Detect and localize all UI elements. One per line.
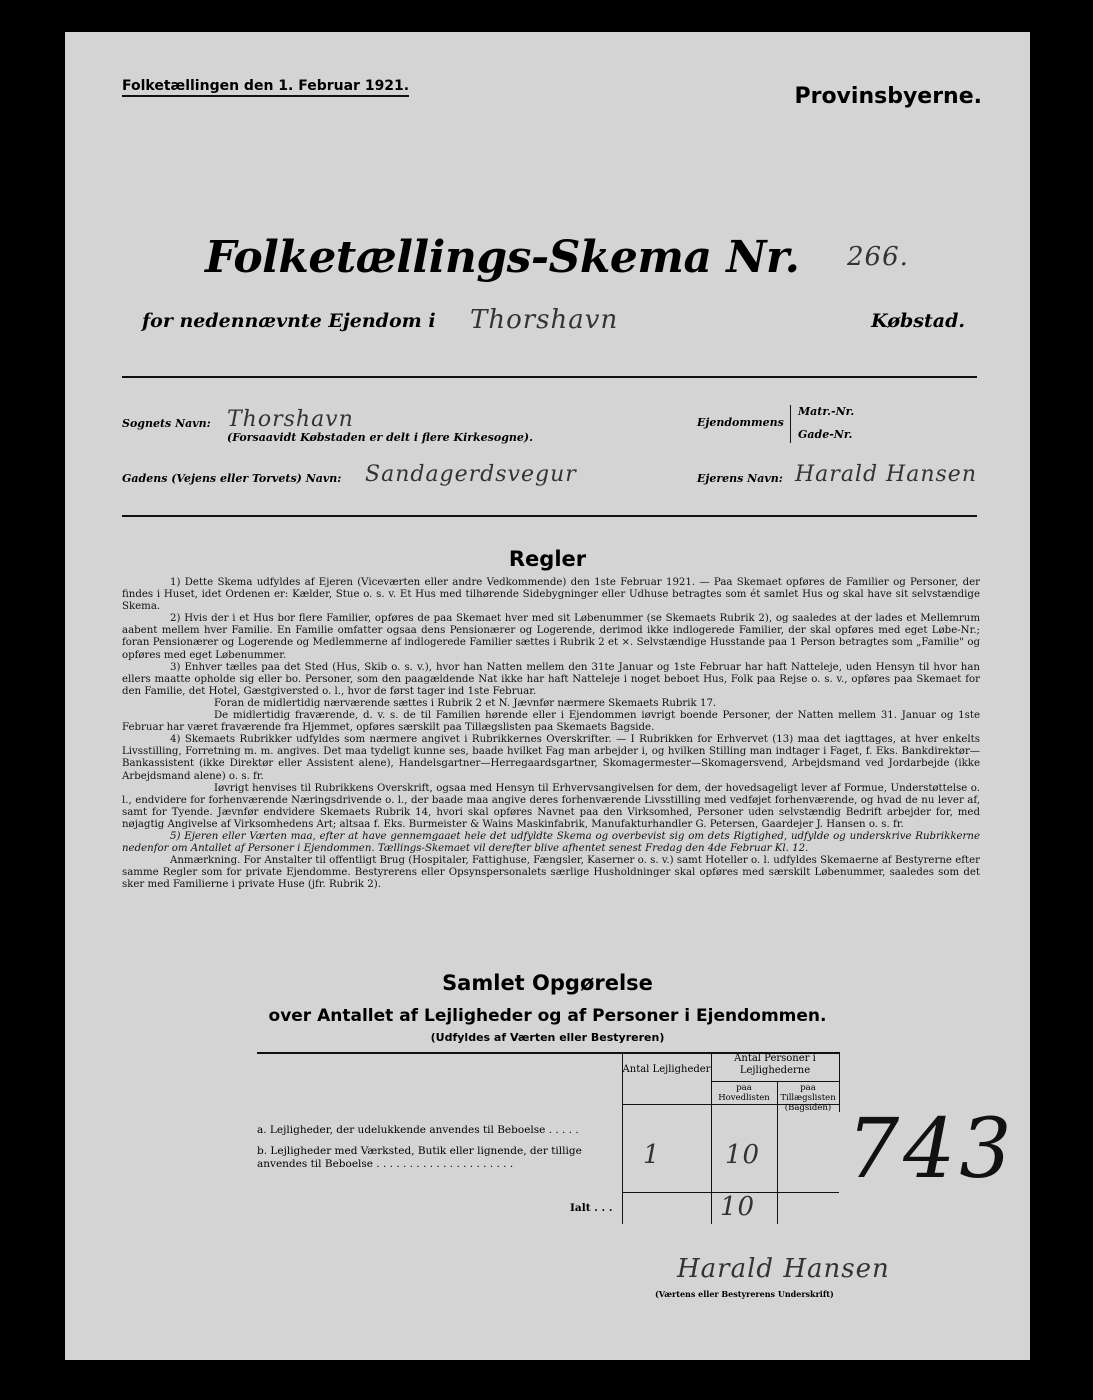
matr-nr-label: Matr.-Nr. xyxy=(798,405,855,418)
table-sub-rule xyxy=(711,1081,839,1082)
divider-top xyxy=(122,376,977,378)
parish-note: (Forsaavidt Købstaden er delt i flere Kirkesogne). xyxy=(227,431,533,444)
gade-nr-label: Gade-Nr. xyxy=(798,428,853,441)
parish-value: Thorshavn xyxy=(227,407,354,432)
rules-body xyxy=(122,577,980,891)
owner-label: Ejerens Navn: xyxy=(697,472,783,485)
col-header-supplement: paa Tillægslisten (Bagsiden) xyxy=(780,1083,836,1113)
divider-middle xyxy=(122,515,977,517)
region-header: Provinsbyerne. xyxy=(794,84,982,109)
rule-4a: Iøvrigt henvises til Rubrikkens Overskrift, ogsaa med Hensyn til Erhvervsangivelsen for dem, der hovedsageligt lever af Formue, Understøttelse o. l., endvidere for forhenværende Næringsdrivende o. l., der baade maa angive deres forhenværende Livsstilling med vedføjet forhenværende, og hvad de nu lever af, samt for Tyende. Jævnfør endvidere Skemaets Rubrik 14, hvori skal opføres Navnet paa den Virksomhed, Personer uden selvstændig Bedrift arbejder for, med nøjagtig Angivelse af Virksomhedens Art; altsaa f. Eks. Burmeister & Wains Maskinfabrik, Manufakturhandler G. Petersen, Gaardejer J. Hansen o. s. fr. xyxy=(122,782,980,830)
census-date-header: Folketællingen den 1. Februar 1921. xyxy=(122,78,409,97)
property-town: Thorshavn xyxy=(470,305,619,335)
row-b-label: b. Lejligheder med Værksted, Butik eller lignende, der tillige anvendes til Beboelse . . . . . . . . . . . . . . . . . . . . . xyxy=(257,1145,582,1170)
table-col-line-1 xyxy=(622,1052,623,1224)
street-label: Gadens (Vejens eller Torvets) Navn: xyxy=(122,472,342,485)
total-persons: 10 xyxy=(720,1192,756,1222)
col-header-apartments: Antal Lejligheder xyxy=(622,1064,711,1075)
summary-subtitle: over Antallet af Lejligheder og af Personer i Ejendommen. xyxy=(268,1006,827,1026)
marginal-number: 743 xyxy=(847,1102,1016,1197)
owner-value: Harald Hansen xyxy=(795,462,977,487)
rule-4: 4) Skemaets Rubrikker udfyldes som nærmere angivet i Rubrikkernes Overskrifter. — I Rubrikken for Erhvervet (13) maa det iagttages, at hver enkelts Livsstilling, Forretning m. m. angives. Det maa tydeligt kunne ses, baade hvilket Fag man arbejder i, og hvilken Stilling man indtager i Faget, f. Eks. Bankdirektør—Bankassistent (ikke Direktør eller Assistent alene), Handelsgartner—Herregaardsgartner, Skomagermester—Skomagersvend, Arbejdsmand ved Jordarbejde (ikke Arbejdsmand alene) o. s. fr. xyxy=(122,734,980,782)
summary-title: Samlet Opgørelse xyxy=(442,971,653,995)
table-col-line-4 xyxy=(839,1052,840,1112)
rule-1: 1) Dette Skema udfyldes af Ejeren (Viceværten eller andre Vedkommende) den 1ste Februar 1921. — Paa Skemaet opføres de Familier og Personer, der findes i Huset, idet Ordenen er: Kælder, Stue o. s. v. Et Hus med tilhørende Sidebygninger eller Udhuse betragtes som ét samlet Hus og skal have sit selvstændige Skema. xyxy=(122,577,980,613)
property-label: Ejendommens xyxy=(697,416,784,429)
signature-caption: (Værtens eller Bestyrerens Underskrift) xyxy=(655,1289,834,1299)
rule-3: 3) Enhver tælles paa det Sted (Hus, Skib o. s. v.), hvor han Natten mellem den 31te Januar og 1ste Februar har haft Natteleje, uden Hensyn til hvor han ellers maatte opholde sig eller bo. Personer, som den paagældende Nat ikke har haft Natteleje i noget beboet Hus, Folk paa Rejse o. s. v., opføres paa Skemaet for den Familie, det Hotel, Gæstgiversted o. l., hvor de først tager ind 1ste Februar. xyxy=(122,661,980,697)
col-header-persons: Antal Personer i Lejlighederne xyxy=(734,1053,816,1076)
rule-note: Anmærkning. For Anstalter til offentligt Brug (Hospitaler, Fattighuse, Fængsler, Kaserner o. s. v.) samt Hoteller o. l. udfyldes Skemaerne af Bestyrerne efter samme Regler som for private Ejendomme. Bestyrerens eller Opsynspersonalets særlige Husholdninger skal opføres med særskilt Løbenummer, saaledes som det sker med Familierne i private Huse (jfr. Rubrik 2). xyxy=(122,855,980,891)
parish-label: Sognets Navn: xyxy=(122,417,211,430)
total-label: Ialt . . . xyxy=(570,1202,613,1214)
brace xyxy=(790,405,791,443)
census-form xyxy=(65,32,1030,1360)
rule-5: 5) Ejeren eller Værten maa, efter at have gennemgaaet hele det udfyldte Skema og overbevist sig om dets Rigtighed, udfylde og underskrive Rubrikkerne nedenfor om Antallet af Personer i Ejendommen. Tællings-Skemaet vil derefter blive afhentet senest Fredag den 4de Februar Kl. 12. xyxy=(122,830,980,855)
rule-3a: Foran de midlertidig nærværende sættes i Rubrik 2 et N. Jævnfør nærmere Skemaets Rubrik 17. xyxy=(214,697,717,709)
signature: Harald Hansen xyxy=(677,1254,890,1284)
rules-heading: Regler xyxy=(508,547,587,571)
col-header-main-list: paa Hovedlisten xyxy=(718,1083,770,1103)
row-b-persons: 10 xyxy=(725,1140,761,1170)
street-value: Sandagerdsvegur xyxy=(365,462,577,487)
town-type-label: Købstad. xyxy=(871,310,965,332)
row-b-apartments: 1 xyxy=(643,1140,661,1170)
form-title: Folketællings-Skema Nr. xyxy=(205,232,800,283)
rule-2: 2) Hvis der i et Hus bor flere Familier, opføres de paa Skemaet hver med sit Løbenummer (se Skemaets Rubrik 2), og saaledes at der lades et Mellemrum aabent mellem hver Familie. En Familie omfatter ogsaa dens Pensionærer og Logerende, derimod ikke indlogerede Familier, der skal opføres med eget Løbe-Nr.; foran Pensionærer og Logerende og Medlemmerne af indlogerede Familier sættes i Rubrik 2 et ×. Selvstændige Husstande paa 1 Person betragtes som „Familie" og opføres med eget Løbenummer. xyxy=(122,613,980,661)
table-col-line-2 xyxy=(711,1052,712,1224)
property-line-label: for nedennævnte Ejendom i xyxy=(142,310,436,332)
form-number: 266. xyxy=(847,242,909,272)
row-a-label: a. Lejligheder, der udelukkende anvendes til Beboelse . . . . . xyxy=(257,1124,579,1136)
summary-note: (Udfyldes af Værten eller Bestyreren) xyxy=(430,1031,665,1044)
rule-3b: De midlertidig fraværende, d. v. s. de til Familien hørende eller i Ejendommen iøvrigt boende Personer, der Natten mellem 31. Januar og 1ste Februar har været fraværende fra Hjemmet, opføres særskilt paa Tillægslisten paa Skemaets Bagside. xyxy=(122,710,980,734)
